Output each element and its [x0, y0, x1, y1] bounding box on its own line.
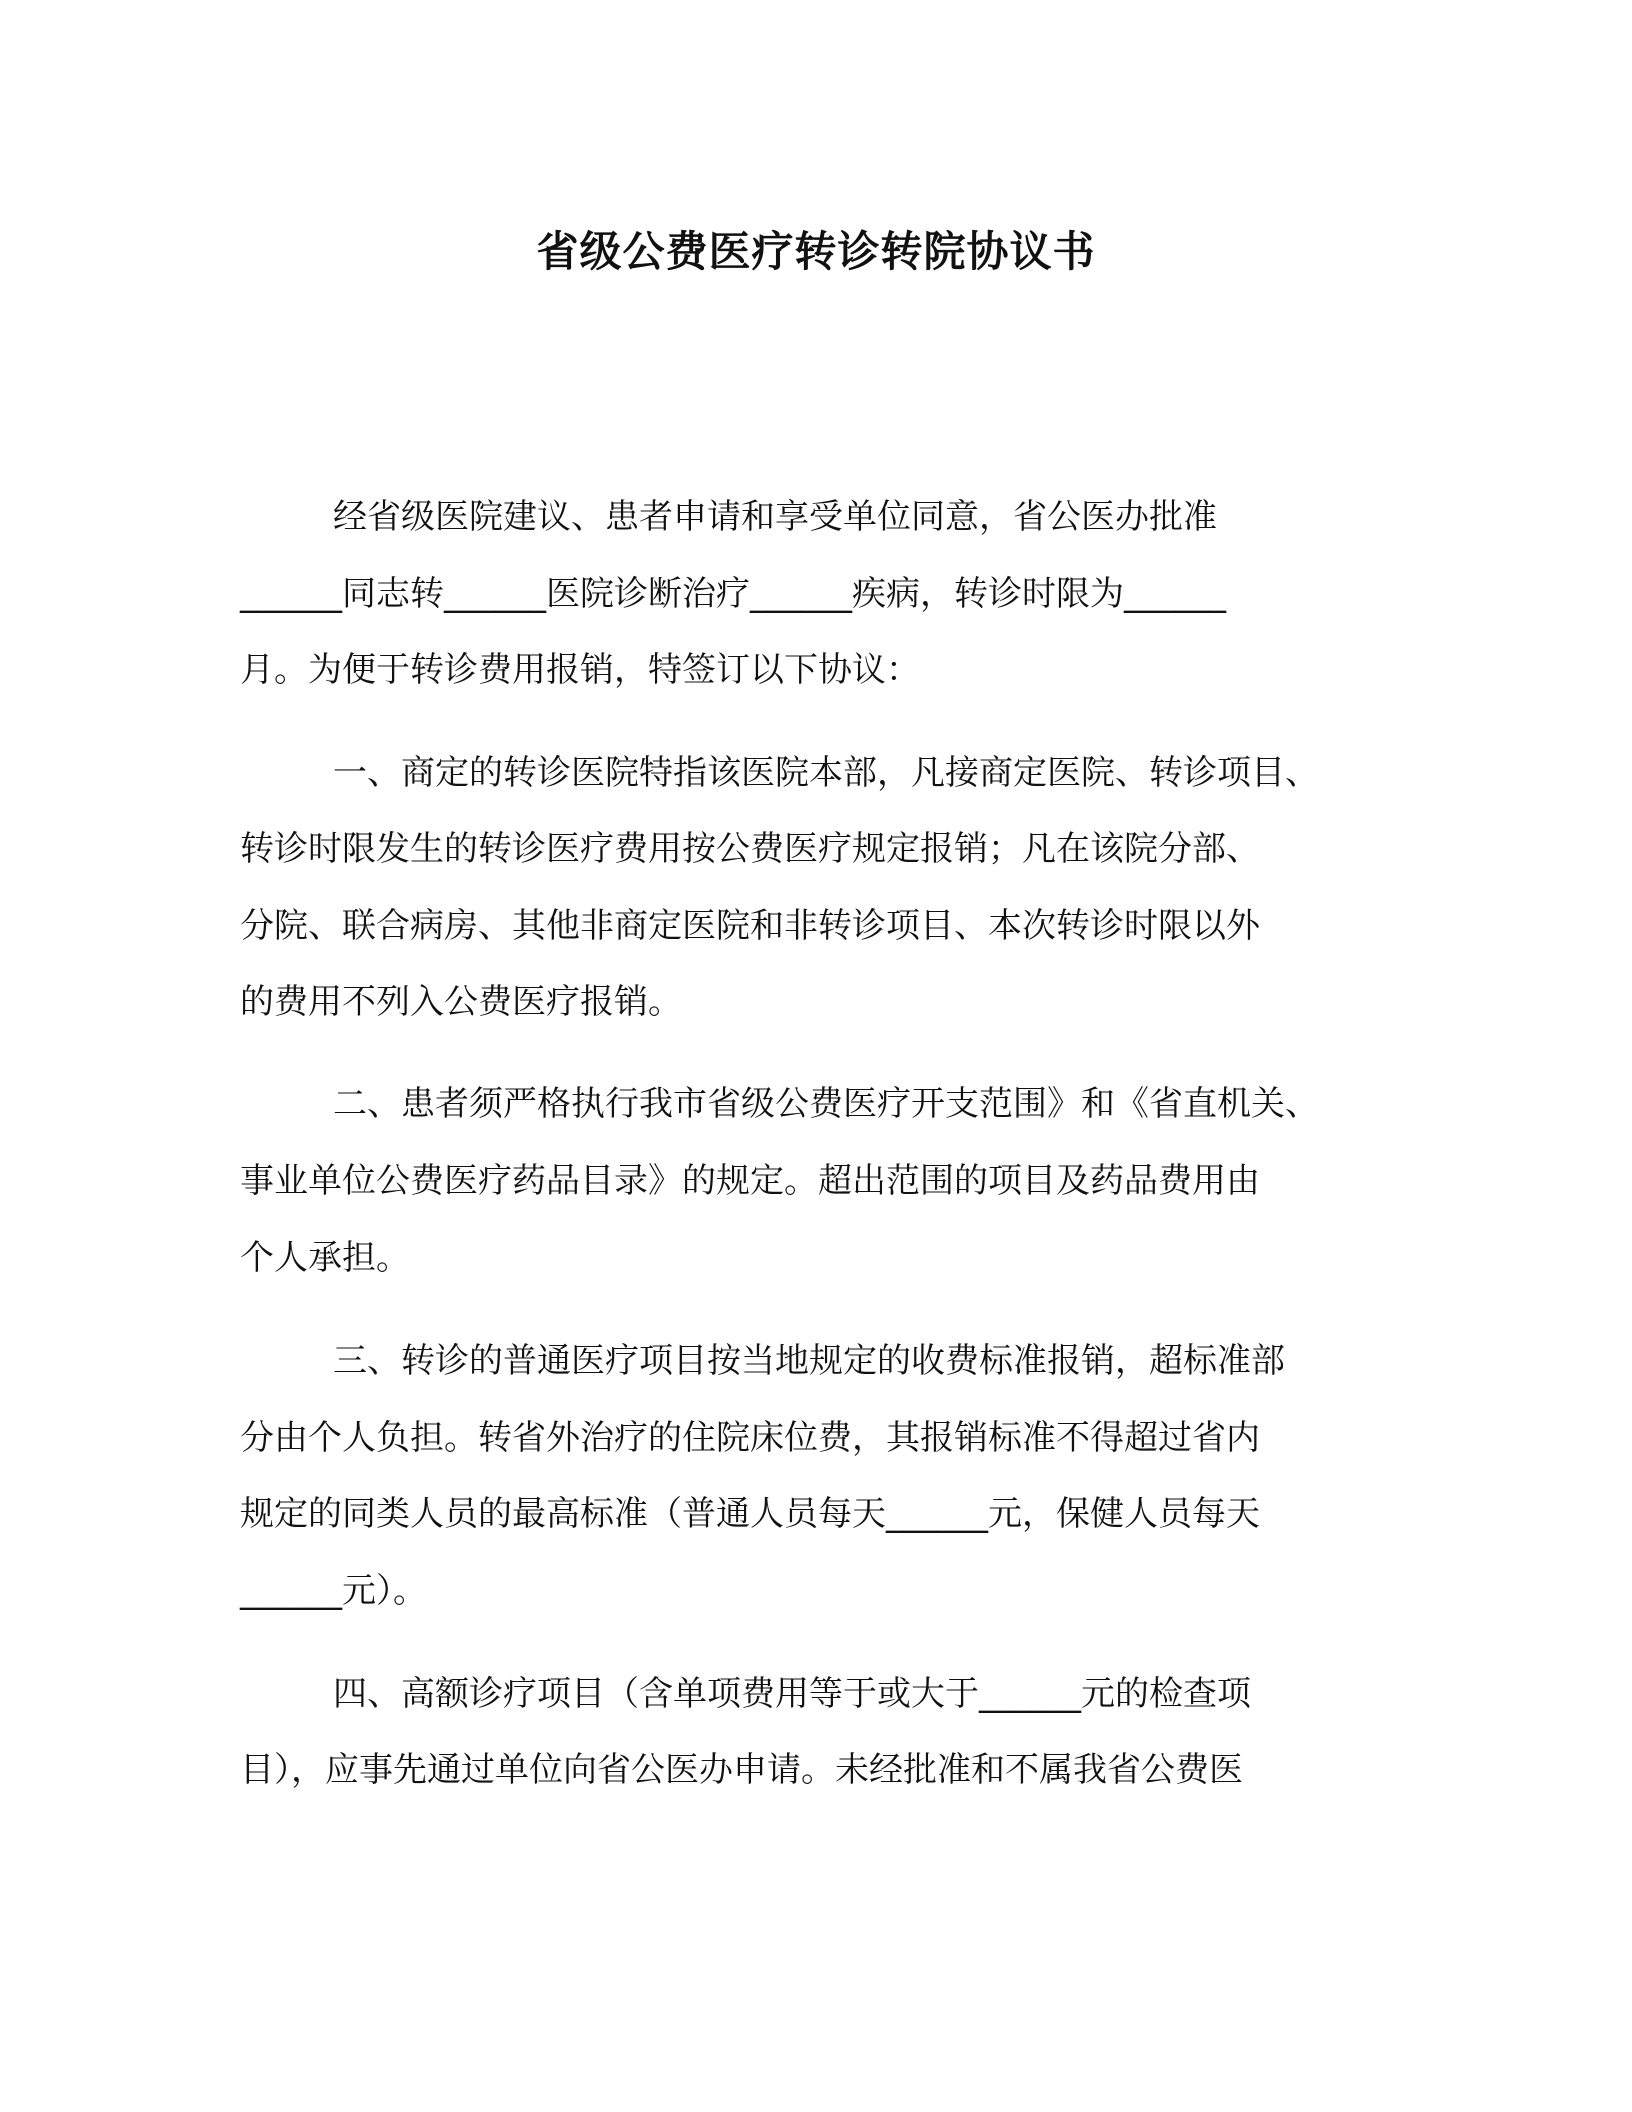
text-line: 转诊时限发生的转诊医疗费用按公费医疗规定报销；凡在该院分部、 — [240, 829, 1260, 869]
text-line: 经省级医院建议、患者申请和享受单位同意，省公医办批准 — [333, 497, 1217, 537]
text-line: 事业单位公费医疗药品目录》的规定。超出范围的项目及药品费用由 — [240, 1161, 1260, 1201]
text-line: ______元）。 — [240, 1571, 427, 1611]
text-line: 规定的同类人员的最高标准（普通人员每天______元，保健人员每天 — [240, 1494, 1260, 1534]
text-line: 二、患者须严格执行我市省级公费医疗开支范围》和《省直机关、 — [333, 1084, 1319, 1124]
text-line: 的费用不列入公费医疗报销。 — [240, 982, 682, 1022]
text-line: 月。为便于转诊费用报销，特签订以下协议： — [240, 650, 920, 690]
text-line: 四、高额诊疗项目（含单项费用等于或大于______元的检查项 — [333, 1674, 1251, 1714]
text-line: ______同志转______医院诊断治疗______疾病，转诊时限为______ — [240, 574, 1226, 614]
text-line: 个人承担。 — [240, 1238, 410, 1278]
text-line: 目），应事先通过单位向省公医办申请。未经批准和不属我省公费医 — [240, 1750, 1243, 1790]
text-line: 分院、联合病房、其他非商定医院和非转诊项目、本次转诊时限以外 — [240, 906, 1260, 946]
text-line: 一、商定的转诊医院特指该医院本部，凡接商定医院、转诊项目、 — [333, 753, 1319, 793]
document-title: 省级公费医疗转诊转院协议书 — [536, 227, 1096, 276]
text-line: 分由个人负担。转省外治疗的住院床位费，其报销标准不得超过省内 — [240, 1418, 1260, 1458]
text-line: 三、转诊的普通医疗项目按当地规定的收费标准报销，超标准部 — [333, 1341, 1285, 1381]
